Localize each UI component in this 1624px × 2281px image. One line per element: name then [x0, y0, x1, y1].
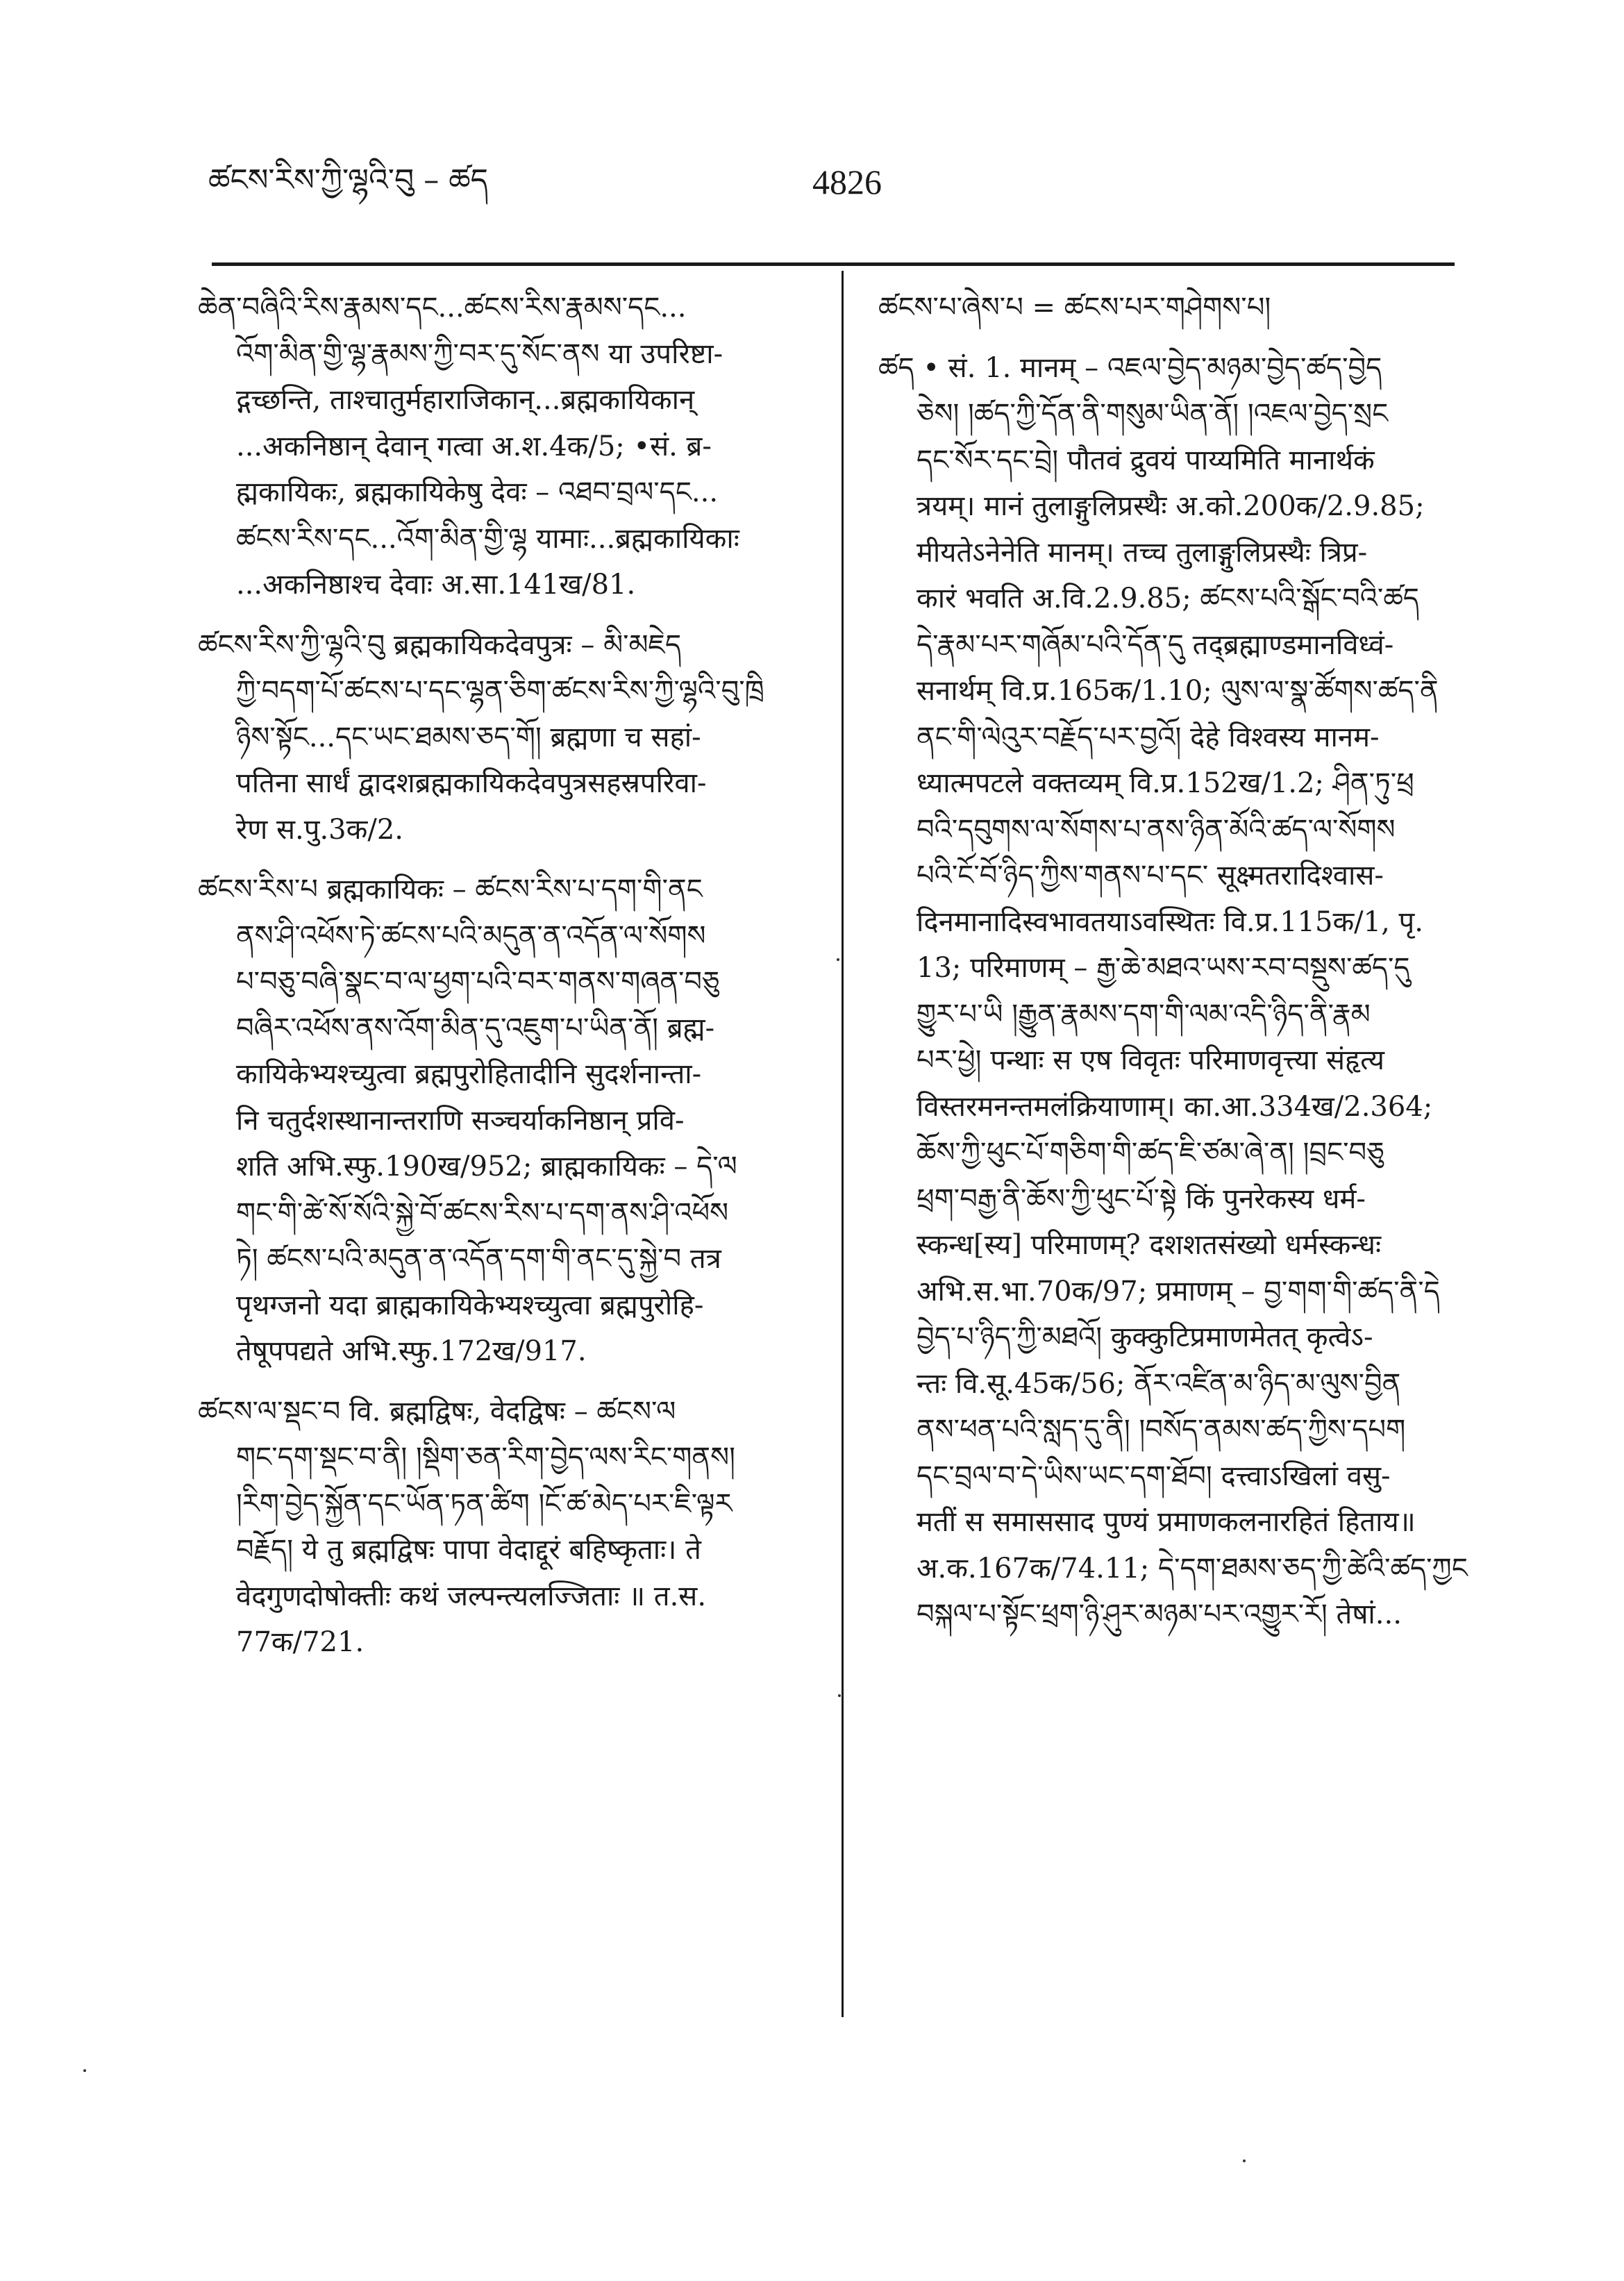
entry-line: 77क/721.: [236, 1626, 365, 1658]
entry-line: 13; परिमाणम् – རྒྱ་ཆེ་མཐའ་ཡས་རབ་བསྡུས་ཚད་དུ: [916, 952, 1410, 984]
entry-line: བྱེད་པ་ཉིད་ཀྱི་མཐའོ། कुक्कुटिप्रमाणमेतत् कृत्वेऽ-: [916, 1321, 1373, 1353]
dictionary-entry: [198, 1389, 816, 1666]
entry-line: ...अकनिष्ठाश्च देवाः अ.सा.141ख/81.: [236, 569, 636, 601]
entry-line: ཏེ། ཚངས་པའི་མདུན་ན་འདོན་དག་གི་ནང་དུ་སྐྱེ་བ तत्र: [236, 1243, 721, 1275]
entry-line: रेण स.पु.3क/2.: [236, 813, 403, 846]
entry-line: བཞིར་འཕོས་ནས་འོག་མིན་དུ་འཇུག་པ་ཡིན་ནོ། ब्रह्म-: [236, 1012, 715, 1044]
entry-headword-line: ཚངས་རིས་པ ब्रह्मकायिकः – ཚངས་རིས་པ་དག་གི་ནང: [198, 874, 703, 905]
entry-headword-line: ཚད • सं. 1. मानम् – འཇལ་བྱེད་མཉམ་བྱེད་ཚད་བྱེད: [878, 351, 1382, 384]
entry-line: ནང་གི་ལེའུར་བརྗོད་པར་བྱའོ། देहे विश्वस्य मानम-: [916, 721, 1380, 753]
entry-line: ཀྱི་བདག་པོ་ཚངས་པ་དང་ལྷན་ཅིག་ཚངས་རིས་ཀྱི་ལྷའི་བུ་ཁྲི: [236, 675, 764, 707]
entry-line: स्कन्ध[स्य] परिमाणम्? दशशतसंख्यो धर्मस्कन्धः: [916, 1229, 1382, 1261]
entry-line: अ.क.167क/74.11; དེ་དག་ཐམས་ཅད་ཀྱི་ཚེའི་ཚད་ཀྱང: [916, 1552, 1468, 1585]
dictionary-entry: [198, 867, 816, 1375]
entry-line: वेदगुणदोषोक्तीः कथं जल्पन्त्यलज्जिताः ॥ त.स.: [236, 1580, 707, 1612]
dictionary-entry: [198, 622, 816, 853]
entry-line: त्रयम्। मानं तुलाङ्गुलिप्रस्थैः अ.को.200क/2.9.85;: [916, 490, 1425, 522]
entry-line: གང་དག་སྡང་བ་ནི། །སྡིག་ཅན་རིག་བྱེད་ལས་རིང་གནས།: [236, 1442, 735, 1473]
entry-line: दिनमानादिस्वभावतयाऽवस्थितः वि.प्र.115क/1, पृ.: [916, 905, 1423, 938]
entry-line: ཚངས་རིས་དང...འོག་མིན་གྱི་ལྷ यामाः...ब्रह्मकायिकाः: [236, 522, 739, 555]
dictionary-entry: [198, 285, 816, 608]
scan-speck: [837, 958, 839, 961]
entry-line: ཕྲག་བརྒྱ་ནི་ཆོས་ཀྱི་ཕུང་པོ་སྟེ किं पुनरेकस्य धर्म-: [916, 1183, 1366, 1215]
entry-line: ध्यात्मपटले वक्तव्यम् वि.प्र.152ख/1.2; ཤིན་ཏུ་ཕྲ: [916, 767, 1414, 799]
entry-line: शति अभि.स्फु.190ख/952; ब्राह्मकायिकः – དེ་ལ: [236, 1151, 737, 1183]
entry-headword-line: ཚངས་པ་ཞེས་པ = ཚངས་པར་གཤེགས་པ།: [878, 292, 1271, 324]
entry-line: བརྗོད། ये तु ब्रह्मद्विषः पापा वेदाद्दूरं बहिष्कृताः। ते: [236, 1534, 701, 1566]
entry-line: དང་སོར་དང་བྲེ། पौतवं द्रुवयं पाय्यमिति मानार्थकं: [916, 444, 1375, 476]
entry-line: न्तः वि.सू.45क/56; ནོར་འཛིན་མ་ཉིད་མ་ལུས་བྱིན: [916, 1367, 1401, 1400]
entry-line: सनार्थम् वि.प्र.165क/1.10; ལུས་ལ་སྣ་ཚོགས་ཚད་ནི: [916, 675, 1439, 707]
entry-line: ནས་ཤི་འཕོས་ཏེ་ཚངས་པའི་མདུན་ན་འདོན་ལ་སོགས: [236, 919, 706, 952]
entry-line: པར་ཕྱེ། पन्थाः स एष विवृतः परिमाणवृत्त्या संहृत्य: [916, 1044, 1384, 1076]
column-divider: [842, 271, 844, 2017]
dictionary-entry: [878, 345, 1489, 1638]
entry-line: བསྐལ་པ་སྟོང་ཕྲག་ཉི་ཤུར་མཉམ་པར་འགྱུར་རོ། तेषां...: [916, 1598, 1402, 1630]
entry-line: བའི་དབུགས་ལ་སོགས་པ་ནས་ཉིན་མོའི་ཚད་ལ་སོགས: [916, 813, 1396, 846]
entry-line: कायिकेभ्यश्च्युत्वा ब्रह्मपुरोहितादीनि सुदर्शनान्ता-: [236, 1058, 702, 1090]
entry-line: मीयतेऽनेनेति मानम्। तच्च तुलाङ्गुलिप्रस्थैः त्रिप्र-: [916, 536, 1368, 569]
scan-speck: [83, 2069, 86, 2072]
entry-line: द्गच्छन्ति, ताश्चातुर्महाराजिकान्...ब्रह्मकायिकान्: [236, 384, 695, 416]
entry-line: ཆོས་ཀྱི་ཕུང་པོ་གཅིག་གི་ཚད་ཇི་ཙམ་ཞེ་ན། །བྲང་བཅུ: [916, 1137, 1384, 1169]
left-column: [198, 285, 816, 1680]
entry-line: नि चतुर्दशस्थानान्तराणि सञ्चर्याकनिष्ठान् प्रवि-: [236, 1104, 685, 1137]
entry-line: ཉིས་སྟོང...དང་ཡང་ཐམས་ཅད་གོ། ब्रह्मणा च सहां-: [236, 721, 701, 753]
entry-line: अभि.स.भा.70क/97; प्रमाणम् – བྱ་གག་གི་ཚད་ནི་དེ: [916, 1275, 1440, 1307]
entry-line: पृथग्जनो यदा ब्राह्मकायिकेभ्यश्च्युत्वा ब्रह्मपुरोहि-: [236, 1289, 704, 1321]
entry-line: གང་གི་ཚེ་སོ་སོའི་སྐྱེ་བོ་ཚངས་རིས་པ་དག་ནས་ཤི་འཕོས: [236, 1196, 729, 1229]
entry-line: विस्तरमनन्तमलंक्रियाणाम्। का.आ.334ख/2.364;: [916, 1090, 1433, 1123]
entry-line: मतीं स समाससाद पुण्यं प्रमाणकलनारहितं हिताय॥: [916, 1506, 1416, 1538]
entry-line: तेषूपपद्यते अभि.स्फु.172ख/917.: [236, 1335, 587, 1367]
entry-headword-line: ཚངས་རིས་ཀྱི་ལྷའི་བུ ब्रह्मकायिकदेवपुत्रः – མི་མཇེད: [198, 628, 682, 661]
entry-line: कारं भवति अ.वि.2.9.85; ཚངས་པའི་སྒོང་བའི་ཚད: [916, 583, 1419, 615]
entry-line: ནས་ཕན་པའི་སླད་དུ་ནི། །བསོད་ནམས་ཚད་ཀྱིས་དཔག: [916, 1414, 1406, 1446]
dictionary-entry: [878, 285, 1489, 331]
right-column: [878, 285, 1489, 1652]
entry-headword-line: ཚངས་ལ་སྡང་བ वि. ब्रह्मद्विषः, वेदद्विषः – ཚངས་ལ: [198, 1395, 676, 1428]
scan-speck: [1243, 2159, 1246, 2162]
entry-line: པ་བཅུ་བཞི་སྣང་བ་ལ་ཕྱག་པའི་བར་གནས་གཞན་བཅུ: [236, 966, 720, 998]
entry-line: པའི་ངོ་བོ་ཉིད་ཀྱིས་གནས་པ་དང་ सूक्ष्मतरादिश्वास-: [916, 860, 1384, 892]
page-number: 4826: [812, 162, 882, 201]
entry-line: ཅེས། །ཚད་ཀྱི་དོན་ནི་གསུམ་ཡིན་ནོ། །འཇལ་བྱེད་སྲང: [916, 398, 1389, 430]
entry-line: གྱུར་པ་ཡི །རྒྱུན་རྣམས་དག་གི་ལམ་འདི་ཉིད་ནི་རྣམ: [916, 998, 1371, 1030]
running-head: ཚངས་རིས་ཀྱི་ལྷའི་བུ – ཚད: [208, 162, 489, 198]
header-rule: [212, 262, 1455, 266]
entry-line: དེ་རྣམ་པར་གཞོམ་པའི་དོན་དུ तद्ब्रह्माण्डमानविध्वं-: [916, 628, 1394, 661]
entry-line: འོག་མིན་གྱི་ལྷ་རྣམས་ཀྱི་བར་དུ་སོང་ནས या उपरिष्टा-: [236, 337, 723, 370]
entry-line: །རིག་བྱེད་སྐྱོན་དང་ཡོན་ཏན་ཚིག །ངོ་ཚ་མེད་པར་ཇི་ལྟར: [236, 1487, 733, 1520]
entry-line: དང་བྲལ་བ་དེ་ཡིས་ཡང་དག་ཐོབ། दत्त्वाऽखिलां वसु-: [916, 1460, 1391, 1492]
entry-line: ह्मकायिकः, ब्रह्मकायिकेषु देवः – འཐབ་བྲལ་དང...: [236, 476, 719, 508]
entry-line: ...अकनिष्ठान् देवान् गत्वा अ.श.4क/5; •सं. ब्र-: [236, 430, 712, 462]
entry-headword-line: ཆེན་བཞིའི་རིས་རྣམས་དང...ཚངས་རིས་རྣམས་དང...: [198, 292, 687, 324]
scan-speck: [838, 1694, 841, 1697]
entry-line: पतिना सार्धं द्वादशब्रह्मकायिकदेवपुत्रसहस्रपरिवा-: [236, 767, 707, 799]
